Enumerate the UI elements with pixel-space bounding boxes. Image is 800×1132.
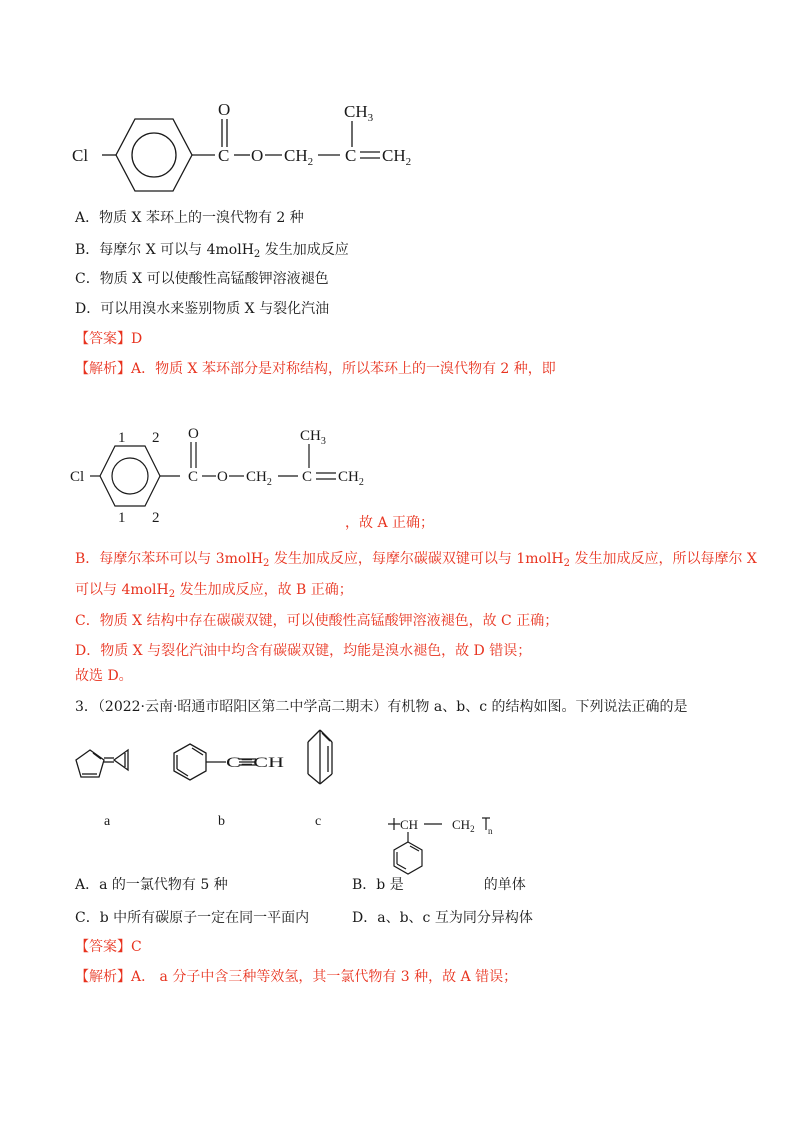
option-3c: C．b 中所有碳原子一定在同一平面内 — [75, 910, 310, 926]
struct1-c: C — [218, 146, 230, 165]
polymer-ch2: $CH_2$ — [452, 817, 475, 834]
analysis-1-c: C．物质 X 结构中存在碳碳双键，可以使酸性高锰酸钾溶液褪色，故 C 正确； — [75, 613, 559, 629]
answer-1: 【答案】D — [75, 331, 143, 347]
struct2-ch3: $CH_3$ — [300, 428, 326, 447]
structure-x-diagram — [60, 95, 420, 205]
analysis-3-a: 【解析】A． a 分子中含三种等效氢，其一氯代物有 3 种，故 A 错误； — [75, 969, 518, 985]
struct2-ch2: $CH_2$ — [246, 469, 272, 488]
label-b: b — [218, 814, 225, 829]
struct1-ch3: $CH_3$ — [344, 102, 374, 124]
option-d: D．可以用溴水来鉴别物质 X 与裂化汽油 — [75, 301, 330, 317]
analysis-1-d: D．物质 X 与裂化汽油中均含有碳碳双键，均能是溴水褪色，故 D 错误； — [75, 643, 532, 659]
ring-position-1-top: 1 — [118, 430, 126, 446]
answer-3: 【答案】C — [75, 939, 142, 955]
ring-position-2-top: 2 — [152, 430, 160, 446]
struct2-c2: C — [302, 469, 313, 485]
structures-abc-diagram — [60, 722, 380, 802]
struct1-carbonyl-o: O — [218, 100, 231, 119]
struct2-ester-o: O — [217, 469, 228, 485]
analysis-1-conclusion: 故选 D。 — [75, 668, 133, 684]
struct1-c2: C — [345, 146, 357, 165]
struct1-cl: Cl — [72, 146, 89, 165]
ring-position-1-bottom: 1 — [118, 510, 126, 526]
struct1-ester-o: O — [251, 146, 264, 165]
analysis-1-b-line2: 可以与 4molH$_2$ 发生加成反应，故 B 正确； — [75, 582, 353, 600]
option-a: A．物质 X 苯环上的一溴代物有 2 种 — [75, 210, 304, 226]
option-c: C．物质 X 可以使酸性高锰酸钾溶液褪色 — [75, 271, 329, 287]
analysis-1-b-line1: B．每摩尔苯环可以与 3molH$_2$ 发生加成反应，每摩尔碳碳双键可以与 1molH$_2$ 发生加成反应，所以每摩尔 X — [75, 551, 757, 569]
label-c: c — [315, 814, 322, 829]
struct2-ch2-end: $CH_2$ — [338, 469, 364, 488]
struct2-c: C — [188, 469, 199, 485]
struct-b-alkyne: C≡CH — [226, 755, 285, 771]
struct2-carbonyl-o: O — [188, 426, 199, 442]
option-b: B．每摩尔 X 可以与 4molH$_2$ 发生加成反应 — [75, 242, 349, 260]
struct1-ch2: $CH_2$ — [284, 146, 314, 168]
label-a: a — [104, 814, 111, 829]
question-3-stem: 3．（2022·云南·昭通市昭阳区第二中学高二期末）有机物 a、b、c 的结构如图。下列说法正确的是 — [75, 699, 688, 715]
analysis-1-a: 【解析】A．物质 X 苯环部分是对称结构，所以苯环上的一溴代物有 2 种，即 — [75, 361, 556, 377]
polymer-ch: CH — [400, 817, 419, 832]
structure-x-numbered-diagram — [60, 420, 390, 530]
ring-position-2-bottom: 2 — [152, 510, 160, 526]
option-3d: D．a、b、c 互为同分异构体 — [352, 910, 533, 926]
analysis-1-a-tail: ，故 A 正确； — [345, 515, 435, 531]
struct2-cl: Cl — [70, 469, 85, 485]
option-3a: A．a 的一氯代物有 5 种 — [75, 877, 228, 893]
polymer-n: n — [488, 826, 493, 836]
struct1-ch2-end: $CH_2$ — [382, 146, 412, 168]
option-3b: B．b 是 的单体 — [352, 877, 526, 893]
